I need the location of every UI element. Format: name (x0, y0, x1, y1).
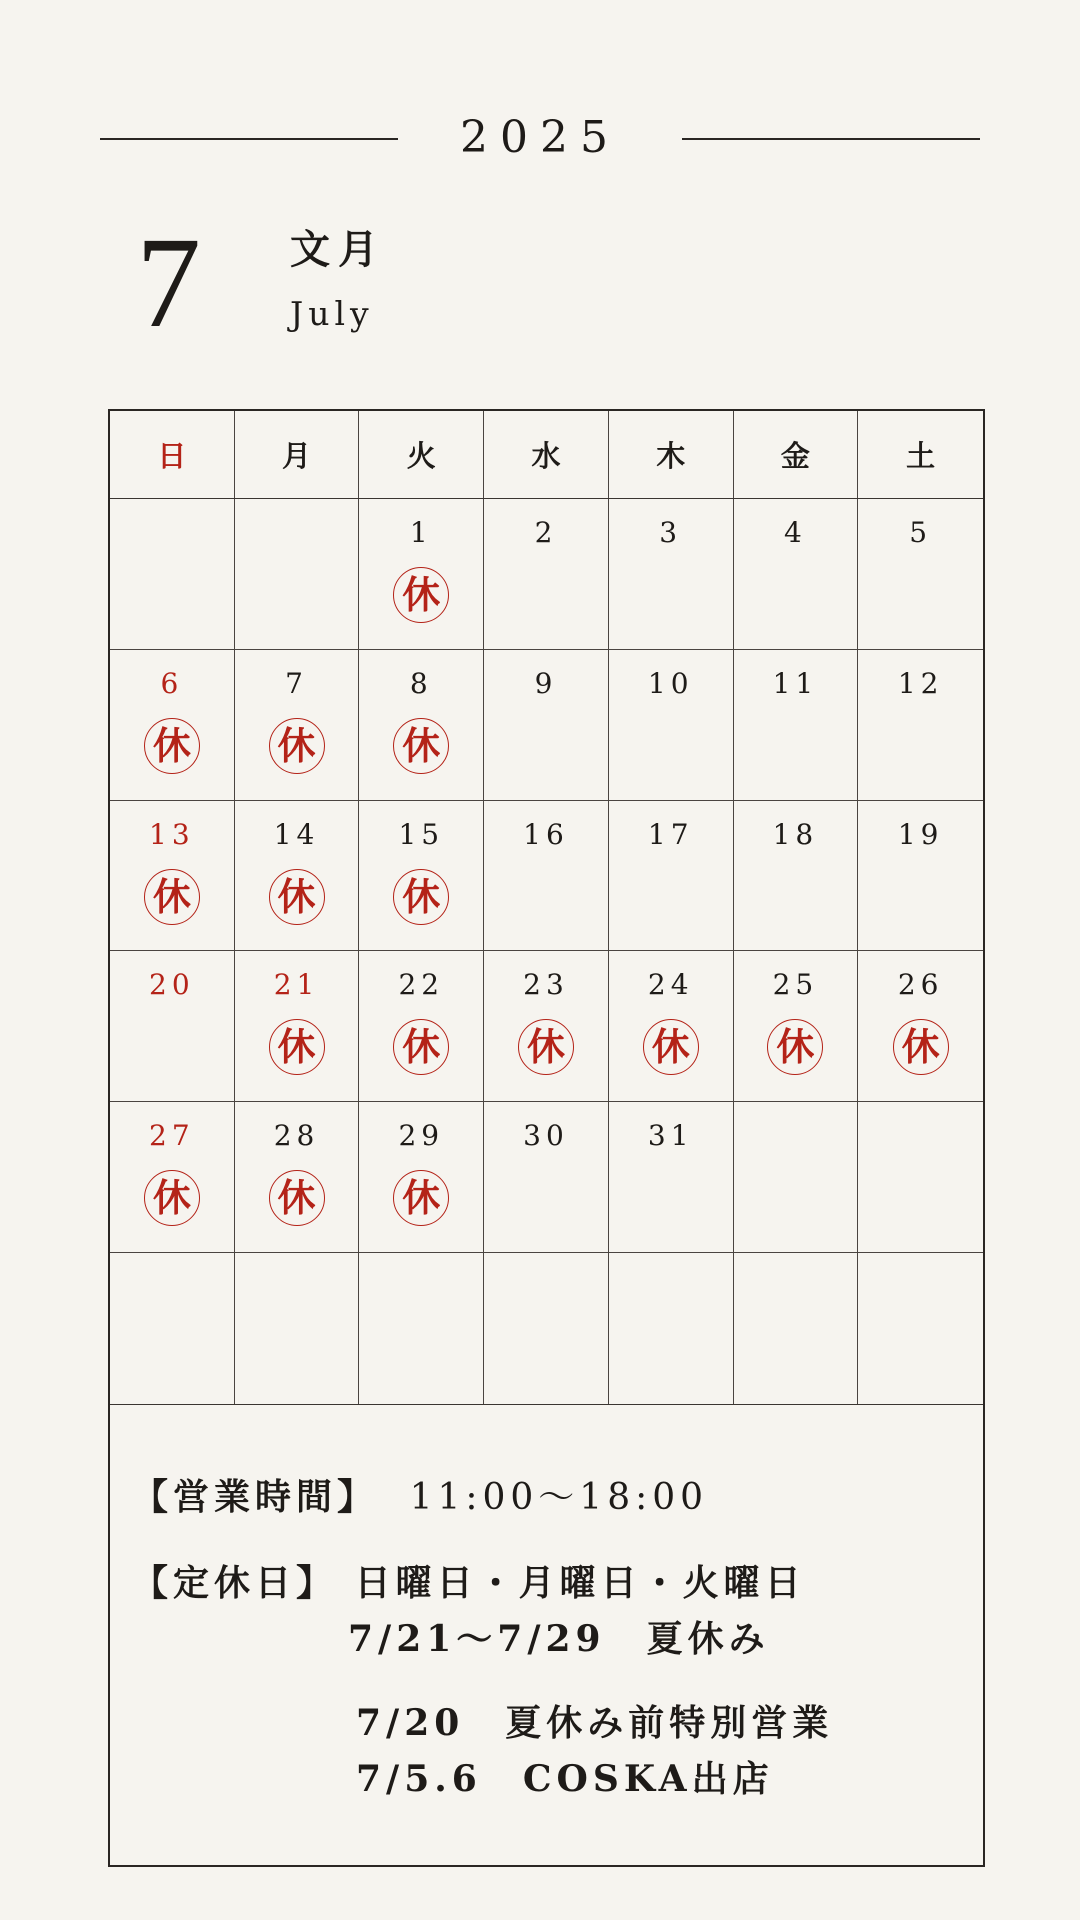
day-cell (235, 650, 360, 801)
day-cell (609, 499, 734, 650)
day-number: 7 (285, 666, 308, 700)
day-number: 15 (398, 817, 445, 851)
business-info (110, 1405, 983, 1865)
closed-stamp-icon: 休 (643, 1019, 699, 1075)
day-number: 9 (534, 666, 558, 700)
day-cell (359, 951, 484, 1102)
closed-stamp-icon: 休 (269, 1019, 325, 1075)
closed-stamp-icon: 休 (269, 869, 325, 925)
day-cell (235, 1102, 360, 1253)
weekday-header-row (110, 411, 983, 499)
summer-break-line: 7/21〜7/29 夏休み (348, 1618, 770, 1660)
weekday-sat: 土 (906, 439, 936, 473)
day-cell (359, 801, 484, 952)
closed-stamp-icon: 休 (144, 718, 200, 774)
day-number: 13 (149, 817, 195, 851)
year-rule-left (100, 138, 398, 140)
month-english-name: July (290, 294, 374, 333)
day-number: 31 (647, 1119, 694, 1153)
day-cell (858, 1253, 983, 1404)
hours-line (132, 1475, 708, 1520)
day-number: 24 (647, 968, 694, 1002)
day-number: 1 (409, 516, 433, 549)
closed-stamp-icon: 休 (144, 869, 200, 925)
day-cell (235, 499, 360, 650)
day-cell (484, 650, 609, 801)
closed-days-value: 日曜日・月曜日・火曜日 (354, 1562, 806, 1604)
calendar-frame (108, 409, 985, 1867)
day-number: 6 (160, 666, 184, 700)
day-cell (235, 1253, 360, 1404)
day-cell (734, 499, 859, 650)
hours-label: 【営業時間】 (132, 1476, 379, 1518)
day-cell (359, 1253, 484, 1404)
day-number: 12 (897, 666, 944, 700)
weekday-tue: 火 (359, 411, 484, 498)
weekday-wed: 水 (484, 411, 609, 498)
weekday-mon: 月 (235, 411, 360, 498)
day-number: 25 (772, 968, 819, 1002)
day-cell (858, 1102, 983, 1253)
weekday-thu: 木 (609, 411, 734, 498)
year-label: 2025 (460, 112, 620, 163)
day-cell (609, 801, 734, 952)
closed-stamp-icon: 休 (393, 567, 449, 623)
day-cell (609, 1102, 734, 1253)
day-number: 3 (659, 516, 683, 549)
coska-line: 7/5.6 COSKA出店 (356, 1758, 774, 1800)
month-japanese-name: 文月 (290, 226, 386, 273)
day-number: 30 (523, 1119, 569, 1153)
day-cell (734, 1102, 859, 1253)
day-cell (110, 650, 235, 801)
closed-stamp-icon: 休 (518, 1019, 574, 1075)
day-cell (110, 499, 235, 650)
weekday-fri: 金 (734, 411, 859, 498)
day-cell (110, 801, 235, 952)
weekday-sun: 日 (110, 411, 235, 498)
day-number: 22 (398, 968, 445, 1002)
day-cell (858, 650, 983, 801)
day-number: 14 (273, 817, 320, 851)
day-cell (484, 951, 609, 1102)
days-grid (110, 499, 983, 1405)
day-cell (858, 801, 983, 952)
closed-stamp-icon: 休 (393, 1019, 449, 1075)
closed-stamp-icon: 休 (893, 1019, 949, 1075)
day-cell (858, 951, 983, 1102)
day-cell (359, 499, 484, 650)
day-cell (484, 499, 609, 650)
day-cell (609, 951, 734, 1102)
year-rule-right (682, 138, 980, 140)
day-cell (484, 1253, 609, 1404)
day-number: 11 (772, 666, 819, 700)
closed-stamp-icon: 休 (144, 1170, 200, 1226)
day-number: 18 (772, 817, 819, 851)
closed-stamp-icon: 休 (269, 1170, 325, 1226)
day-cell (609, 650, 734, 801)
closed-stamp-icon: 休 (393, 718, 449, 774)
day-number: 27 (149, 1119, 195, 1153)
day-cell (858, 499, 983, 650)
day-cell (235, 801, 360, 952)
day-cell (110, 951, 235, 1102)
closed-days-line (132, 1561, 806, 1605)
day-cell (359, 650, 484, 801)
special-open-line: 7/20 夏休み前特別営業 (356, 1702, 834, 1744)
day-number: 28 (273, 1119, 320, 1153)
day-cell (734, 1253, 859, 1404)
day-number: 20 (149, 968, 195, 1002)
day-number: 4 (784, 516, 807, 549)
day-cell (734, 951, 859, 1102)
day-cell (235, 951, 360, 1102)
day-cell (734, 650, 859, 801)
day-cell (609, 1253, 734, 1404)
closed-stamp-icon: 休 (393, 869, 449, 925)
month-number: 7 (136, 211, 201, 355)
day-number: 5 (909, 516, 933, 549)
closed-stamp-icon: 休 (767, 1019, 823, 1075)
day-number: 21 (273, 968, 320, 1002)
closed-stamp-icon: 休 (269, 718, 325, 774)
day-cell (484, 1102, 609, 1253)
closed-label: 【定休日】 (132, 1562, 338, 1604)
day-number: 16 (523, 817, 569, 851)
day-cell (359, 1102, 484, 1253)
day-number: 10 (647, 666, 694, 700)
day-number: 17 (647, 817, 694, 851)
day-cell (110, 1102, 235, 1253)
day-cell (110, 1253, 235, 1404)
day-number: 2 (534, 516, 558, 549)
day-cell (484, 801, 609, 952)
closed-stamp-icon: 休 (393, 1170, 449, 1226)
day-number: 29 (398, 1119, 445, 1153)
day-number: 23 (523, 968, 569, 1002)
day-number: 26 (897, 968, 944, 1002)
hours-value: 11:00〜18:00 (409, 1477, 709, 1518)
day-number: 8 (409, 666, 433, 700)
day-number: 19 (897, 817, 944, 851)
day-cell (734, 801, 859, 952)
